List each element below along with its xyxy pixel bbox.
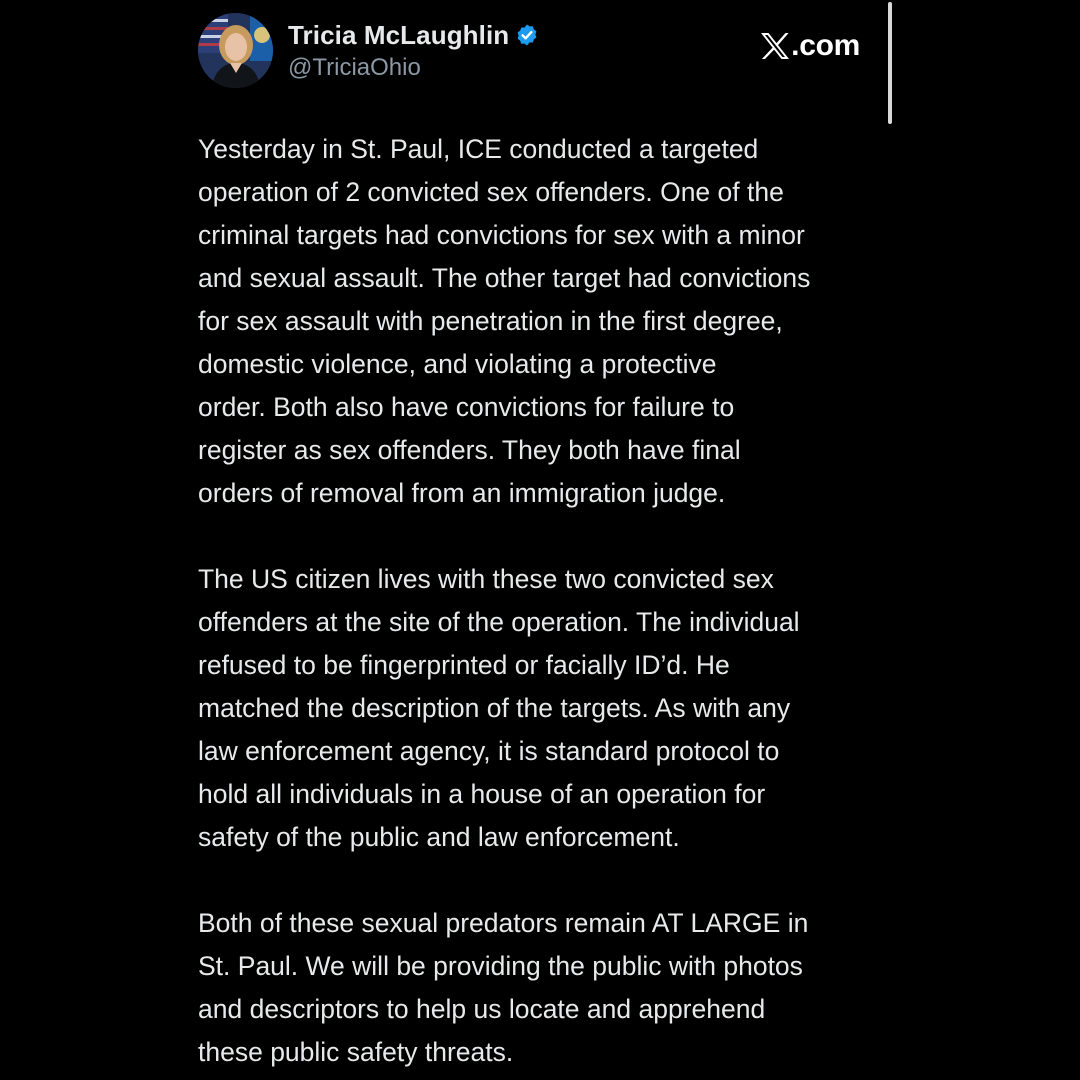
post-line: refused to be fingerprinted or facially ID’d. He	[198, 650, 730, 680]
verified-badge-icon	[515, 23, 539, 47]
post-line: domestic violence, and violating a protective	[198, 349, 717, 379]
post-line: The US citizen lives with these two convicted sex	[198, 564, 774, 594]
profile-photo-icon	[198, 13, 273, 88]
post-line: St. Paul. We will be providing the public with photos	[198, 951, 803, 981]
display-name[interactable]: Tricia McLaughlin	[288, 19, 510, 50]
post-line: hold all individuals in a house of an operation for	[198, 779, 766, 809]
post-paragraph-1	[198, 128, 898, 515]
post-line: Yesterday in St. Paul, ICE conducted a targeted	[198, 134, 759, 164]
post-line: for sex assault with penetration in the first degree,	[198, 306, 783, 336]
post-line: register as sex offenders. They both have final	[198, 435, 741, 465]
post-line: and sexual assault. The other target had convictions	[198, 263, 811, 293]
post-line: operation of 2 convicted sex offenders. One of the	[198, 177, 784, 207]
post-header	[198, 10, 878, 92]
post-body	[198, 128, 898, 1074]
post-line: safety of the public and law enforcement.	[198, 822, 680, 852]
author-handle[interactable]: @TriciaOhio	[288, 54, 421, 81]
x-logo-icon	[760, 32, 790, 60]
post-line: orders of removal from an immigration judge.	[198, 478, 726, 508]
post-line: matched the description of the targets. As with any	[198, 693, 791, 723]
post-line: and descriptors to help us locate and apprehend	[198, 994, 766, 1024]
post-line: law enforcement agency, it is standard protocol to	[198, 736, 780, 766]
x-com-label: .com	[791, 29, 860, 62]
post-paragraph-3	[198, 902, 898, 1074]
author-name-row[interactable]	[288, 18, 539, 52]
avatar[interactable]	[198, 13, 273, 88]
post-line: criminal targets had convictions for sex with a minor	[198, 220, 805, 250]
post-line: these public safety threats.	[198, 1037, 514, 1067]
post-line: order. Both also have convictions for failure to	[198, 392, 735, 422]
x-com-watermark	[760, 28, 860, 64]
post-paragraph-2	[198, 558, 898, 859]
post-line: offenders at the site of the operation. The individual	[198, 607, 800, 637]
post-line: Both of these sexual predators remain AT LARGE in	[198, 908, 809, 938]
scrollbar-thumb[interactable]	[888, 2, 892, 124]
